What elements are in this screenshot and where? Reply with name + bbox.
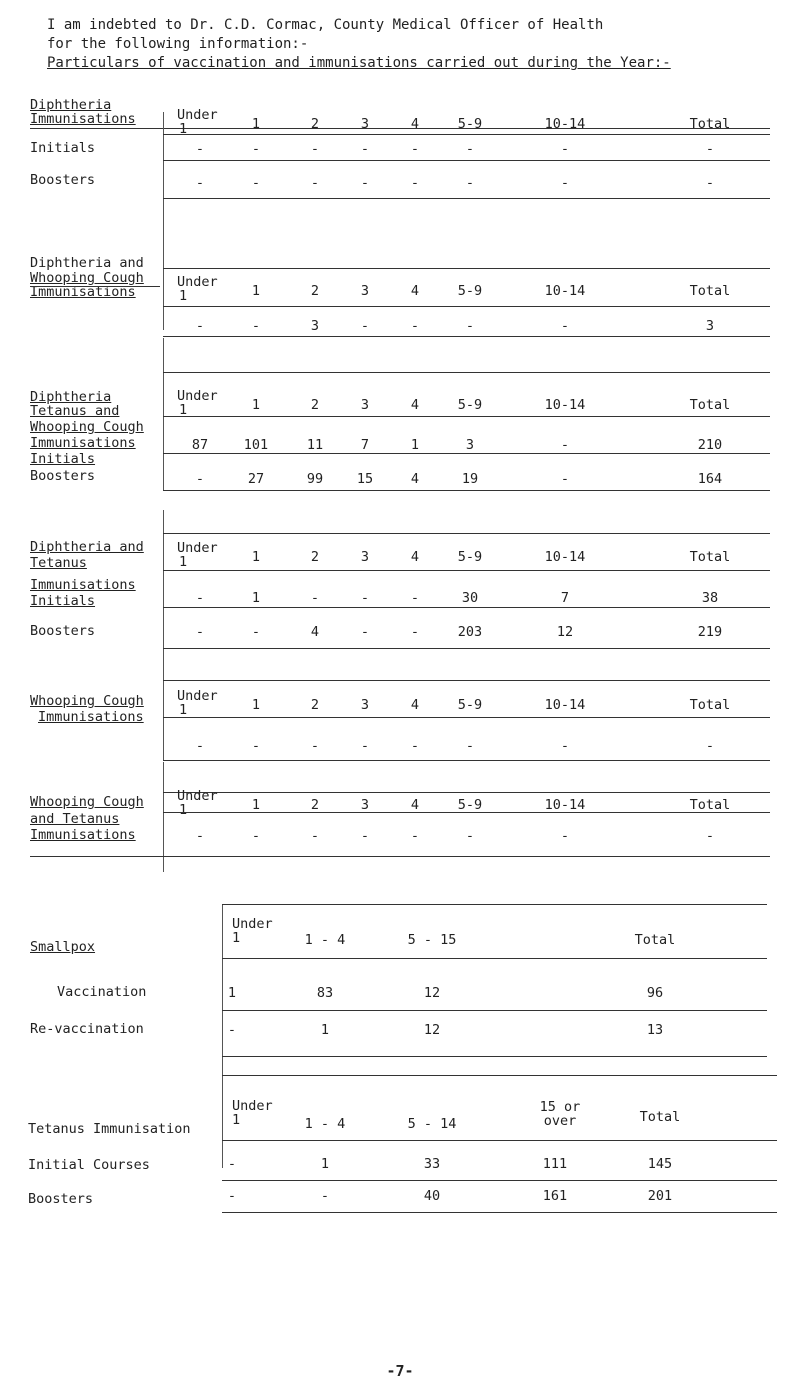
header-age-3: 3 (360, 283, 370, 299)
dip-tet-initials-cell: 7 (560, 590, 570, 606)
section-title-whooping-2: Immunisations (38, 709, 144, 725)
header-age-7: Total (689, 797, 731, 813)
table-rule (30, 856, 770, 857)
header-under-text: Under (177, 540, 218, 556)
whoop-tet-cell: - (360, 828, 370, 844)
section-title-diphtheria: Diphtheria (30, 97, 112, 113)
table-rule (163, 372, 770, 373)
tetanus-initial-cell: 111 (542, 1156, 568, 1172)
section-title-dip-tet-3: Immunisations (30, 577, 136, 593)
header-under-text: Under (177, 107, 218, 123)
smallpox-revaccination-cell: - (227, 1022, 237, 1038)
table-rule (163, 416, 770, 417)
dip-whoop-cell: - (195, 318, 205, 334)
header-under-one: 1 (179, 121, 188, 137)
dtp-boosters-cell: 99 (306, 471, 324, 487)
header-age-5: 5-9 (457, 697, 483, 713)
table-rule (163, 570, 770, 571)
tetanus-boosters-cell: 161 (542, 1188, 568, 1204)
smallpox-header-2: 5 - 15 (407, 932, 457, 948)
dip-tet-initials-cell: - (360, 590, 370, 606)
header-age-3: 3 (360, 697, 370, 713)
table-rule (163, 717, 770, 718)
table-rule (163, 306, 770, 307)
smallpox-vaccination-cell: 1 (227, 985, 237, 1001)
header-age-1: 1 (251, 116, 261, 132)
header-age-7: Total (689, 549, 731, 565)
header-under-one: 1 (232, 930, 241, 946)
header-age-1: 1 (251, 697, 261, 713)
header-age-4: 4 (410, 283, 420, 299)
header-age-3: 3 (360, 549, 370, 565)
smallpox-vaccination-cell: 83 (316, 985, 334, 1001)
dip-whoop-cell: - (560, 318, 570, 334)
table-rule (163, 607, 770, 608)
header-age-4: 4 (410, 397, 420, 413)
dip-tet-initials-cell: 30 (461, 590, 479, 606)
smallpox-header-1: 1 - 4 (304, 932, 346, 948)
dip-tet-initials-cell: - (195, 590, 205, 606)
tetanus-header-5-14: 5 - 14 (407, 1116, 457, 1132)
dip-tet-boosters-cell: 12 (556, 624, 574, 640)
header-age-7: Total (689, 397, 731, 413)
tetanus-header-under-1 (232, 1099, 273, 1127)
table-divider (163, 338, 164, 490)
header-age-5: 5-9 (457, 116, 483, 132)
header-under-text: Under (177, 688, 218, 704)
section-title-dip-tet-2: Tetanus (30, 555, 87, 571)
table-rule (163, 268, 770, 269)
header-age-1: 1 (251, 397, 261, 413)
header-age-2: 2 (310, 797, 320, 813)
diphtheria-initials-cell: - (465, 141, 475, 157)
dtp-initials-cell: 1 (410, 437, 420, 453)
diphtheria-boosters-cell: - (465, 175, 475, 191)
header-under-text: Under (177, 388, 218, 404)
header-age-2: 2 (310, 116, 320, 132)
row-label-boosters: Boosters (28, 1191, 94, 1207)
dip-tet-boosters-cell: 219 (697, 624, 723, 640)
table-rule (222, 1180, 777, 1181)
table-rule (222, 958, 767, 959)
header-age-4: 4 (410, 697, 420, 713)
table-rule (163, 648, 770, 649)
header-age-4: 4 (410, 797, 420, 813)
tetanus-initial-cell: 145 (647, 1156, 673, 1172)
dip-tet-boosters-cell: - (195, 624, 205, 640)
header-age-2: 2 (310, 397, 320, 413)
dtp-boosters-cell: - (195, 471, 205, 487)
header-age-4: 4 (410, 116, 420, 132)
section-title-tetanus: Tetanus Immunisation (28, 1121, 191, 1137)
header-age-5: 5-9 (457, 797, 483, 813)
header-age-4: 4 (410, 549, 420, 565)
table-rule (163, 490, 770, 491)
dtp-boosters-cell: 15 (356, 471, 374, 487)
whoop-tet-cell: - (465, 828, 475, 844)
header-under-text: Under (232, 1098, 273, 1114)
table-rule (222, 904, 767, 905)
tetanus-header-15-over: 15 or over (539, 1099, 581, 1129)
diphtheria-boosters-cell: - (195, 175, 205, 191)
row-label-boosters: Boosters (30, 623, 96, 639)
section-title-whoop-tet-3: Immunisations (30, 827, 136, 843)
diphtheria-boosters-cell: - (310, 175, 320, 191)
row-label-re-vaccination: Re-vaccination (30, 1021, 144, 1037)
header-under-text: Under (177, 274, 218, 290)
table-rule (222, 1212, 777, 1213)
diphtheria-boosters-cell: - (251, 175, 261, 191)
dip-whoop-cell: 3 (310, 318, 320, 334)
row-label-initial-courses: Initial Courses (28, 1157, 150, 1173)
header-under-one: 1 (179, 402, 188, 418)
intro-text (47, 16, 671, 73)
dtp-initials-cell: 3 (465, 437, 475, 453)
dtp-initials-cell: 101 (243, 437, 269, 453)
header-age-7: Total (689, 116, 731, 132)
header-under-one: 1 (179, 288, 188, 304)
section-title-whoop-tet-1: Whooping Cough (30, 794, 144, 810)
whoop-tet-cell: - (560, 828, 570, 844)
section-title-dip-whoop-3: Immunisations (30, 284, 136, 300)
whooping-cell: - (360, 738, 370, 754)
section-title-smallpox: Smallpox (30, 939, 96, 955)
diphtheria-initials-cell: - (410, 141, 420, 157)
table-divider (163, 200, 164, 330)
table-rule (163, 134, 770, 135)
header-age-5: 5-9 (457, 283, 483, 299)
row-label-boosters: Boosters (30, 468, 96, 484)
diphtheria-initials-cell: - (560, 141, 570, 157)
diphtheria-initials-cell: - (251, 141, 261, 157)
dtp-initials-cell: 87 (191, 437, 209, 453)
table-rule (163, 198, 770, 199)
header-age-6: 10-14 (544, 397, 586, 413)
tetanus-header-1-4: 1 - 4 (304, 1116, 346, 1132)
dtp-boosters-cell: 164 (697, 471, 723, 487)
smallpox-vaccination-cell: 12 (423, 985, 441, 1001)
smallpox-vaccination-cell: 96 (646, 985, 664, 1001)
section-title-dtp-2: Tetanus and (30, 403, 120, 419)
table-rule (163, 680, 770, 681)
tetanus-boosters-cell: 40 (423, 1188, 441, 1204)
row-label-vaccination: Vaccination (57, 984, 147, 1000)
dtp-initials-cell: 210 (697, 437, 723, 453)
table-rule (30, 286, 160, 287)
header-age-7: Total (689, 697, 731, 713)
dip-whoop-cell: - (465, 318, 475, 334)
section-title-dtp-1: Diphtheria (30, 389, 112, 405)
dtp-initials-cell: 7 (360, 437, 370, 453)
whooping-cell: - (560, 738, 570, 754)
whooping-cell: - (705, 738, 715, 754)
header-under-one: 1 (179, 702, 188, 718)
whoop-tet-cell: - (195, 828, 205, 844)
header-age-5: 5-9 (457, 397, 483, 413)
tetanus-initial-cell: 1 (320, 1156, 330, 1172)
diphtheria-initials-cell: - (360, 141, 370, 157)
header-age-1: 1 (251, 797, 261, 813)
smallpox-header-3: Total (634, 932, 676, 948)
section-title-dtp-4: Immunisations (30, 435, 136, 451)
smallpox-revaccination-cell: 12 (423, 1022, 441, 1038)
page-number: -7- (386, 1362, 414, 1380)
header-under-one: 1 (232, 1112, 241, 1128)
tetanus-boosters-cell: - (320, 1188, 330, 1204)
table-rule (222, 1075, 777, 1076)
header-age-6: 10-14 (544, 116, 586, 132)
diphtheria-initials-cell: - (705, 141, 715, 157)
whooping-cell: - (251, 738, 261, 754)
diphtheria-initials-cell: - (195, 141, 205, 157)
diphtheria-boosters-cell: - (560, 175, 570, 191)
dip-whoop-cell: 3 (705, 318, 715, 334)
header-age-6: 10-14 (544, 697, 586, 713)
whooping-cell: - (310, 738, 320, 754)
diphtheria-boosters-cell: - (705, 175, 715, 191)
intro-line-1: I am indebted to Dr. C.D. Cormac, County Medical Officer of Health (47, 17, 604, 33)
row-label-initials: Initials (30, 140, 96, 156)
header-age-7: Total (689, 283, 731, 299)
table-divider (163, 650, 164, 760)
table-divider (163, 112, 164, 210)
header-age-6: 10-14 (544, 283, 586, 299)
section-title-dip-tet-1: Diphtheria and (30, 539, 144, 555)
dtp-boosters-cell: 4 (410, 471, 420, 487)
dip-tet-initials-cell: 38 (701, 590, 719, 606)
table-rule (222, 1010, 767, 1011)
diphtheria-initials-cell: - (310, 141, 320, 157)
header-age-2: 2 (310, 697, 320, 713)
header-age-3: 3 (360, 397, 370, 413)
dip-tet-boosters-cell: 203 (457, 624, 483, 640)
dip-tet-initials-cell: 1 (251, 590, 261, 606)
dtp-boosters-cell: 19 (461, 471, 479, 487)
tetanus-boosters-cell: 201 (647, 1188, 673, 1204)
whooping-cell: - (410, 738, 420, 754)
dip-tet-boosters-cell: 4 (310, 624, 320, 640)
diphtheria-boosters-cell: - (360, 175, 370, 191)
header-under-1 (177, 689, 218, 717)
header-under-1 (177, 108, 218, 136)
header-under-text: Under (232, 916, 273, 932)
dip-tet-boosters-cell: - (360, 624, 370, 640)
header-under-one: 1 (179, 802, 188, 818)
table-rule (163, 160, 770, 161)
header-under-1 (177, 389, 218, 417)
header-age-1: 1 (251, 549, 261, 565)
whoop-tet-cell: - (251, 828, 261, 844)
header-age-3: 3 (360, 116, 370, 132)
whooping-cell: - (465, 738, 475, 754)
smallpox-header-under-1 (232, 917, 273, 945)
dip-tet-boosters-cell: - (251, 624, 261, 640)
header-age-3: 3 (360, 797, 370, 813)
whoop-tet-cell: - (310, 828, 320, 844)
dip-tet-boosters-cell: - (410, 624, 420, 640)
dtp-initials-cell: 11 (306, 437, 324, 453)
header-age-5: 5-9 (457, 549, 483, 565)
smallpox-revaccination-cell: 13 (646, 1022, 664, 1038)
dtp-initials-cell: - (560, 437, 570, 453)
table-rule (163, 453, 770, 454)
section-title-dtp-3: Whooping Cough (30, 419, 144, 435)
table-rule (163, 812, 770, 813)
header-age-6: 10-14 (544, 797, 586, 813)
dip-whoop-cell: - (360, 318, 370, 334)
section-title-whooping-1: Whooping Cough (30, 693, 144, 709)
dtp-boosters-cell: - (560, 471, 570, 487)
section-title-dip-whoop-2: Whooping Cough (30, 270, 144, 286)
whoop-tet-cell: - (705, 828, 715, 844)
table-rule (222, 1140, 777, 1141)
section-subtitle-immunisations: Immunisations (30, 111, 136, 127)
row-label-initials: Initials (30, 451, 96, 467)
table-rule (163, 533, 770, 534)
whooping-cell: - (195, 738, 205, 754)
tetanus-header-total: Total (639, 1109, 681, 1125)
table-rule (222, 1056, 767, 1057)
header-under-1 (177, 275, 218, 303)
header-age-6: 10-14 (544, 549, 586, 565)
tetanus-initial-cell: - (227, 1156, 237, 1172)
dip-whoop-cell: - (410, 318, 420, 334)
section-title-dip-whoop-1: Diphtheria and (30, 255, 144, 271)
smallpox-revaccination-cell: 1 (320, 1022, 330, 1038)
table-rule (163, 760, 770, 761)
intro-line-3: Particulars of vaccination and immunisations carried out during the Year:- (47, 55, 671, 71)
dip-whoop-cell: - (251, 318, 261, 334)
tetanus-boosters-cell: - (227, 1188, 237, 1204)
row-label-boosters: Boosters (30, 172, 96, 188)
table-rule (163, 336, 770, 337)
header-age-1: 1 (251, 283, 261, 299)
header-under-one: 1 (179, 554, 188, 570)
header-under-1 (177, 541, 218, 569)
tetanus-initial-cell: 33 (423, 1156, 441, 1172)
diphtheria-boosters-cell: - (410, 175, 420, 191)
dtp-boosters-cell: 27 (247, 471, 265, 487)
header-age-2: 2 (310, 549, 320, 565)
dip-tet-initials-cell: - (310, 590, 320, 606)
section-title-whoop-tet-2: and Tetanus (30, 811, 120, 827)
table-rule (163, 792, 770, 793)
header-age-2: 2 (310, 283, 320, 299)
row-label-initials: Initials (30, 593, 96, 609)
header-under-text: Under (177, 788, 218, 804)
intro-line-2: for the following information:- (47, 36, 309, 52)
dip-tet-initials-cell: - (410, 590, 420, 606)
whoop-tet-cell: - (410, 828, 420, 844)
